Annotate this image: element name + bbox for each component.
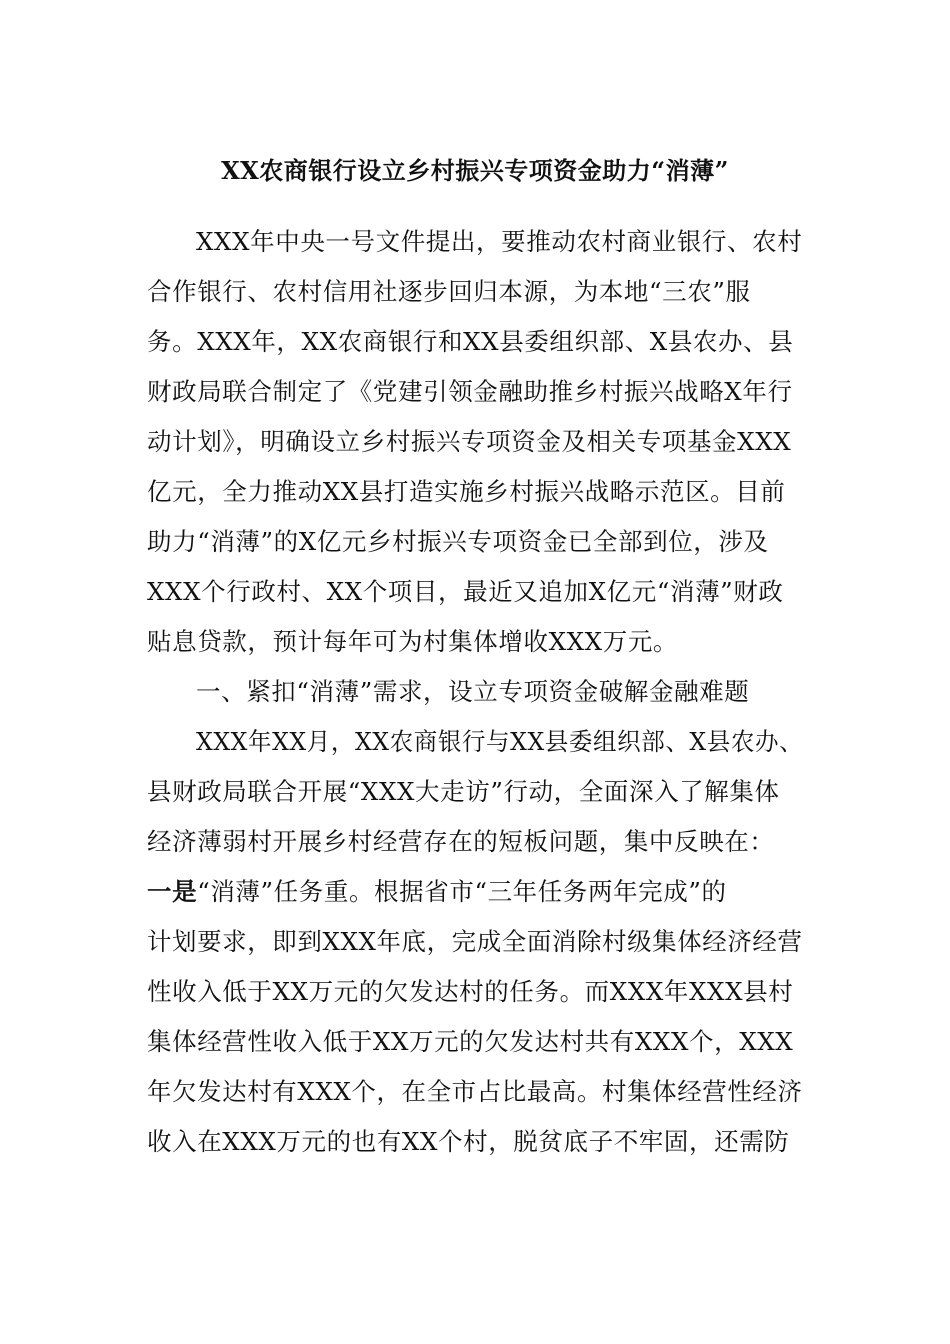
paragraph-line: 性收入低于XX万元的欠发达村的任务。而XXX年XXX县村 bbox=[147, 977, 794, 1006]
paragraph-line-lead bbox=[147, 872, 727, 912]
paragraph-line: 助力“消薄”的X亿元乡村振兴专项资金已全部到位，涉及 bbox=[147, 527, 769, 556]
section-heading: 一、紧扣“消薄”需求，设立专项资金破解金融难题 bbox=[196, 677, 750, 706]
paragraph-line: 县财政局联合开展“XXX大走访”行动，全面深入了解集体 bbox=[147, 777, 780, 806]
paragraph-line: 年欠发达村有XXX个，在全市占比最高。村集体经营性经济 bbox=[147, 1077, 803, 1106]
paragraph-line: 收入在XXX万元的也有XX个村，脱贫底子不牢固，还需防 bbox=[147, 1127, 790, 1156]
lead-bold-text: 一是 bbox=[147, 877, 198, 906]
paragraph-line: 财政局联合制定了《党建引领金融助推乡村振兴战略X年行 bbox=[147, 377, 793, 406]
paragraph-line: 亿元，全力推动XX县打造实施乡村振兴战略示范区。目前 bbox=[147, 477, 786, 506]
paragraph-line: XXX年XX月，XX农商银行与XX县委组织部、X县农办、 bbox=[196, 727, 804, 756]
paragraph-line: XXX个行政村、XX个项目，最近又追加X亿元“消薄”财政 bbox=[147, 577, 784, 606]
document-title: XX农商银行设立乡村振兴专项资金助力“消薄” bbox=[221, 156, 729, 185]
paragraph-line: 贴息贷款，预计每年可为村集体增收XXX万元。 bbox=[147, 627, 679, 656]
paragraph-line: 经济薄弱村开展乡村经营存在的短板问题，集中反映在： bbox=[147, 827, 775, 856]
paragraph-line: 计划要求，即到XXX年底，完成全面消除村级集体经济经营 bbox=[147, 927, 803, 956]
lead-rest-text: “消薄”任务重。根据省市“三年任务两年完成”的 bbox=[197, 877, 727, 906]
paragraph-line: 合作银行、农村信用社逐步回归本源，为本地“三农”服 bbox=[147, 277, 751, 306]
paragraph-line: 动计划》，明确设立乡村振兴专项资金及相关专项基金XXX bbox=[147, 427, 792, 456]
paragraph-line: XXX年中央一号文件提出，要推动农村商业银行、农村 bbox=[196, 227, 803, 256]
paragraph-line: 集体经营性收入低于XX万元的欠发达村共有XXX个，XXX bbox=[147, 1027, 794, 1056]
paragraph-line: 务。XXX年，XX农商银行和XX县委组织部、X县农办、县 bbox=[147, 327, 794, 356]
